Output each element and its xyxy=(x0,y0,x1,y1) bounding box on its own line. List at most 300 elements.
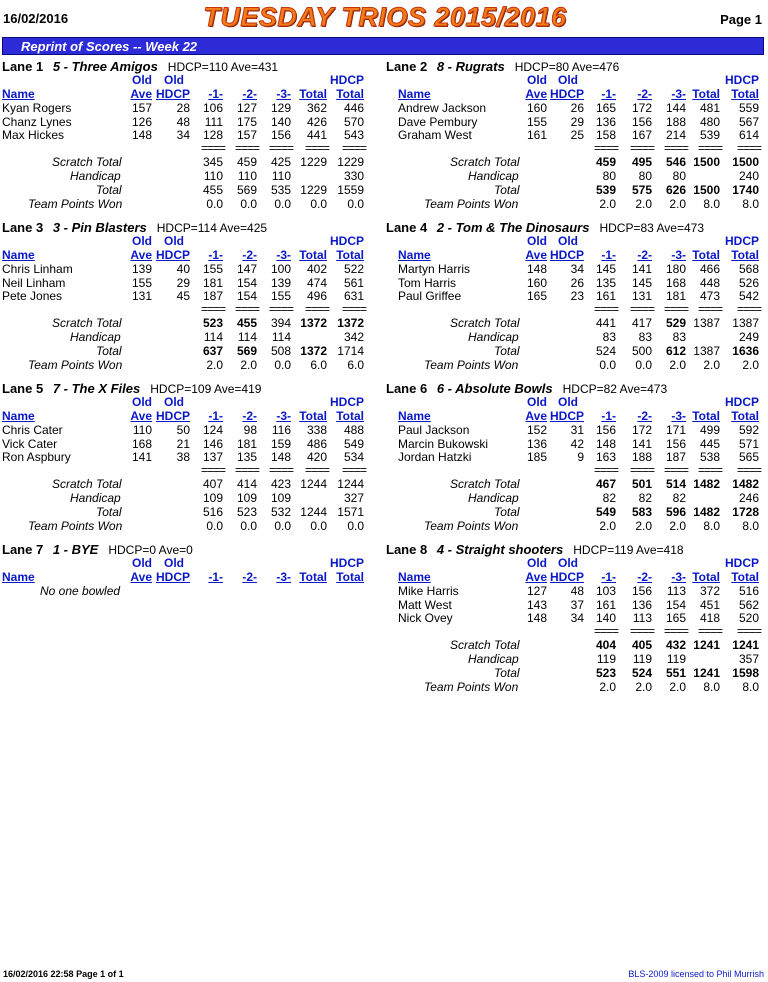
points-g1: 2.0 xyxy=(599,519,616,533)
player-handicap: 29 xyxy=(570,114,584,129)
col-header-hdcp: HDCP xyxy=(724,556,759,570)
player-total: 441 xyxy=(306,128,327,142)
player-hdcp-total: 570 xyxy=(343,114,364,129)
col-header-game1: -1- xyxy=(208,87,223,101)
handicap-g1: 80 xyxy=(602,169,616,183)
lane-title xyxy=(386,381,667,396)
handicap-g3: 80 xyxy=(672,169,686,183)
col-header-ave: Ave xyxy=(525,570,547,584)
player-hdcp-total: 631 xyxy=(343,289,364,303)
grand-total: 1372 xyxy=(300,344,327,358)
grand-g2: 569 xyxy=(236,344,257,358)
player-average: 136 xyxy=(526,436,547,451)
player-game1: 158 xyxy=(595,128,616,142)
player-total: 499 xyxy=(699,423,720,437)
player-total: 426 xyxy=(306,114,327,129)
scratch-g2: 495 xyxy=(631,155,652,169)
player-hdcp-total: 446 xyxy=(343,101,364,115)
lane-block xyxy=(2,381,382,541)
scratch-g3: 529 xyxy=(665,316,686,330)
player-handicap: 26 xyxy=(570,101,584,115)
handicap-ht: 246 xyxy=(738,491,759,505)
lane-number: Lane 4 xyxy=(386,220,428,235)
col-header-game2: -2- xyxy=(637,409,652,423)
player-average: 126 xyxy=(131,114,152,129)
col-header-game1: -1- xyxy=(208,409,223,423)
handicap-g3: 109 xyxy=(270,491,291,505)
separator: ==== xyxy=(736,624,761,638)
player-game1: 181 xyxy=(202,275,223,290)
player-game2: 156 xyxy=(631,114,652,129)
page-number: Page 1 xyxy=(720,12,762,27)
player-average: 141 xyxy=(131,450,152,464)
scratch-ht: 1372 xyxy=(337,316,364,330)
summary-label: Team Points Won xyxy=(424,358,519,372)
player-average: 160 xyxy=(526,101,547,115)
player-game3: 116 xyxy=(271,423,291,437)
lane-block xyxy=(2,220,382,380)
scratch-g1: 345 xyxy=(202,155,223,169)
player-total: 480 xyxy=(699,114,720,129)
points-g2: 0.0 xyxy=(635,358,652,372)
scratch-g1: 459 xyxy=(595,155,616,169)
summary-label: Team Points Won xyxy=(424,519,519,533)
col-header-hdcp: HDCP xyxy=(155,87,190,101)
col-header-game3: -3- xyxy=(671,87,686,101)
summary-label: Total xyxy=(494,183,520,197)
summary-label: Team Points Won xyxy=(28,197,123,211)
team-name: 3 - Pin Blasters xyxy=(52,220,147,235)
lane-title xyxy=(2,542,193,557)
scratch-total: 1229 xyxy=(300,155,327,169)
points-ht: 0.0 xyxy=(347,197,364,211)
player-game2: 145 xyxy=(631,275,652,290)
scratch-g2: 414 xyxy=(236,477,257,491)
player-handicap: 34 xyxy=(176,128,190,142)
col-header-hdcp: HDCP xyxy=(155,570,190,584)
summary-label: Scratch Total xyxy=(450,316,520,330)
grand-g2: 524 xyxy=(631,666,652,680)
col-header-game3: -3- xyxy=(276,248,291,262)
player-name: Andrew Jackson xyxy=(398,101,487,115)
scratch-total: 1500 xyxy=(693,155,720,169)
handicap-g1: 119 xyxy=(596,652,616,666)
handicap-g2: 114 xyxy=(237,330,257,344)
player-total: 402 xyxy=(306,262,327,276)
player-hdcp-total: 520 xyxy=(738,611,759,625)
handicap-g2: 119 xyxy=(632,652,652,666)
lane-title xyxy=(386,542,684,557)
team-stats: HDCP=80 Ave=476 xyxy=(514,60,620,74)
handicap-g1: 114 xyxy=(203,330,223,344)
team-stats: HDCP=119 Ave=418 xyxy=(573,543,684,557)
summary-label: Handicap xyxy=(468,491,519,505)
handicap-ht: 357 xyxy=(738,652,759,666)
handicap-ht: 342 xyxy=(343,330,364,344)
col-header-total: Total xyxy=(692,248,720,262)
points-total: 8.0 xyxy=(703,197,720,211)
scratch-ht: 1482 xyxy=(732,477,759,491)
scratch-g3: 514 xyxy=(665,477,686,491)
points-g1: 2.0 xyxy=(206,358,223,372)
separator: ==== xyxy=(736,141,761,155)
col-header-game1: -1- xyxy=(601,570,616,584)
player-handicap: 23 xyxy=(570,289,584,303)
player-handicap: 21 xyxy=(176,436,190,451)
player-name: Martyn Harris xyxy=(398,262,471,276)
points-g1: 2.0 xyxy=(599,197,616,211)
player-total: 473 xyxy=(699,289,720,303)
separator: ==== xyxy=(200,463,225,477)
scratch-g3: 425 xyxy=(270,155,291,169)
player-average: 155 xyxy=(526,114,547,129)
separator: ==== xyxy=(697,141,722,155)
player-average: 157 xyxy=(131,101,152,115)
col-header-hdcp: HDCP xyxy=(549,409,584,423)
separator: ==== xyxy=(593,463,618,477)
lane-title xyxy=(2,59,278,74)
player-game3: 168 xyxy=(665,275,686,290)
scratch-ht: 1387 xyxy=(732,316,759,330)
player-handicap: 29 xyxy=(176,275,190,290)
col-header-old: Old xyxy=(164,556,184,570)
player-game1: 161 xyxy=(595,597,616,612)
player-total: 448 xyxy=(699,275,720,290)
col-header-old: Old xyxy=(527,395,547,409)
points-g3: 0.0 xyxy=(274,197,291,211)
points-g3: 2.0 xyxy=(669,519,686,533)
player-handicap: 48 xyxy=(176,114,190,129)
player-average: 185 xyxy=(526,450,547,464)
player-game3: 155 xyxy=(270,289,291,303)
scratch-g3: 394 xyxy=(270,316,291,330)
week-banner xyxy=(2,37,764,55)
grand-g3: 626 xyxy=(665,183,686,197)
lane-title xyxy=(2,220,267,235)
col-header-game1: -1- xyxy=(601,409,616,423)
player-total: 538 xyxy=(699,450,720,464)
lane-number: Lane 2 xyxy=(386,59,428,74)
lane-block xyxy=(386,381,766,541)
player-game2: 157 xyxy=(236,128,257,142)
points-g3: 2.0 xyxy=(669,358,686,372)
points-ht: 0.0 xyxy=(347,519,364,533)
scratch-g1: 467 xyxy=(595,477,616,491)
player-game3: 100 xyxy=(270,262,291,276)
player-total: 486 xyxy=(306,436,327,451)
grand-g1: 524 xyxy=(595,344,616,358)
player-average: 131 xyxy=(131,289,152,303)
scratch-ht: 1500 xyxy=(732,155,759,169)
separator: ==== xyxy=(697,624,722,638)
player-game1: 148 xyxy=(595,436,616,451)
grand-g1: 637 xyxy=(202,344,223,358)
summary-label: Scratch Total xyxy=(52,155,122,169)
col-header-ave: Ave xyxy=(525,409,547,423)
player-game2: 136 xyxy=(631,597,652,612)
handicap-g2: 110 xyxy=(237,169,257,183)
player-name: Marcin Bukowski xyxy=(398,436,489,451)
player-handicap: 50 xyxy=(176,423,190,437)
col-header-hdcp: HDCP xyxy=(329,73,364,87)
col-header-old: Old xyxy=(132,234,152,248)
player-game1: 156 xyxy=(595,423,616,437)
col-header-old: Old xyxy=(527,73,547,87)
lane-block xyxy=(386,542,766,702)
points-total: 0.0 xyxy=(310,197,327,211)
player-game3: 214 xyxy=(665,128,686,142)
player-handicap: 42 xyxy=(570,436,584,451)
player-average: 160 xyxy=(526,275,547,290)
player-name: Jordan Hatzki xyxy=(398,450,472,464)
grand-g2: 523 xyxy=(236,505,257,519)
team-name: 7 - The X Files xyxy=(52,381,141,396)
scratch-g1: 523 xyxy=(202,316,223,330)
player-average: 143 xyxy=(526,597,547,612)
player-game2: 141 xyxy=(631,436,652,451)
player-total: 372 xyxy=(699,584,720,598)
summary-label: Team Points Won xyxy=(424,197,519,211)
separator: ==== xyxy=(593,141,618,155)
player-name: Nick Ovey xyxy=(398,611,453,625)
grand-g2: 575 xyxy=(631,183,652,197)
points-total: 6.0 xyxy=(310,358,327,372)
scratch-g2: 501 xyxy=(631,477,652,491)
player-average: 139 xyxy=(131,262,152,276)
player-handicap: 31 xyxy=(570,423,584,437)
col-header-old: Old xyxy=(132,73,152,87)
lane-block xyxy=(2,59,382,219)
player-game3: 113 xyxy=(666,584,686,598)
grand-total: 1500 xyxy=(693,183,720,197)
player-handicap: 38 xyxy=(176,450,190,464)
player-game2: 154 xyxy=(236,275,257,290)
separator: ==== xyxy=(629,463,654,477)
separator: ==== xyxy=(593,302,618,316)
scratch-total: 1387 xyxy=(693,316,720,330)
col-header-ave: Ave xyxy=(130,248,152,262)
grand-g3: 508 xyxy=(270,344,291,358)
scratch-total: 1372 xyxy=(300,316,327,330)
scratch-g1: 407 xyxy=(202,477,223,491)
player-average: 127 xyxy=(526,584,547,598)
player-total: 496 xyxy=(306,289,327,303)
col-header-hdcp-total: Total xyxy=(731,248,759,262)
player-game1: 135 xyxy=(595,275,616,290)
player-hdcp-total: 542 xyxy=(738,289,759,303)
player-handicap: 48 xyxy=(570,584,584,598)
points-g3: 0.0 xyxy=(274,519,291,533)
player-game1: 124 xyxy=(202,423,223,437)
lane-title xyxy=(386,59,619,74)
separator: ==== xyxy=(663,463,688,477)
player-hdcp-total: 488 xyxy=(343,423,364,437)
col-header-hdcp: HDCP xyxy=(329,234,364,248)
handicap-g3: 110 xyxy=(271,169,291,183)
grand-g1: 523 xyxy=(595,666,616,680)
team-stats: HDCP=0 Ave=0 xyxy=(108,543,193,557)
footer-license: BLS-2009 licensed to Phil Murrish xyxy=(628,969,764,979)
separator: ==== xyxy=(663,141,688,155)
grand-ht: 1636 xyxy=(732,344,759,358)
points-g1: 0.0 xyxy=(599,358,616,372)
separator: ==== xyxy=(234,141,259,155)
footer-print-info: 16/02/2016 22:58 Page 1 of 1 xyxy=(3,969,124,979)
player-game2: 131 xyxy=(631,289,652,303)
col-header-game2: -2- xyxy=(242,248,257,262)
points-g1: 2.0 xyxy=(599,680,616,694)
player-game2: 172 xyxy=(631,101,652,115)
player-game2: 141 xyxy=(631,262,652,276)
col-header-game3: -3- xyxy=(671,248,686,262)
scratch-ht: 1241 xyxy=(732,638,759,652)
points-ht: 8.0 xyxy=(742,519,759,533)
col-header-game3: -3- xyxy=(671,409,686,423)
player-average: 168 xyxy=(131,436,152,451)
col-header-total: Total xyxy=(299,409,327,423)
summary-label: Handicap xyxy=(70,491,121,505)
grand-total: 1482 xyxy=(693,505,720,519)
player-name: Neil Linham xyxy=(2,275,66,290)
col-header-hdcp: HDCP xyxy=(549,87,584,101)
team-name: 5 - Three Amigos xyxy=(52,59,158,74)
player-game1: 136 xyxy=(595,114,616,129)
handicap-g3: 119 xyxy=(666,652,686,666)
separator: ==== xyxy=(341,302,366,316)
player-total: 539 xyxy=(699,128,720,142)
grand-g2: 569 xyxy=(236,183,257,197)
scratch-total: 1244 xyxy=(300,477,327,491)
player-game2: 154 xyxy=(236,289,257,303)
team-stats: HDCP=82 Ave=473 xyxy=(562,382,668,396)
player-game3: 154 xyxy=(665,597,686,612)
col-header-old: Old xyxy=(558,556,578,570)
player-game2: 172 xyxy=(631,423,652,437)
player-name: Pete Jones xyxy=(2,289,63,303)
col-header-game1: -1- xyxy=(601,87,616,101)
col-header-old: Old xyxy=(164,234,184,248)
separator: ==== xyxy=(234,302,259,316)
grand-g1: 539 xyxy=(595,183,616,197)
player-game3: 129 xyxy=(270,101,291,115)
separator: ==== xyxy=(697,302,722,316)
handicap-g3: 82 xyxy=(672,491,686,505)
col-header-game3: -3- xyxy=(671,570,686,584)
player-hdcp-total: 571 xyxy=(738,436,759,451)
player-game3: 148 xyxy=(270,450,291,464)
grand-total: 1229 xyxy=(300,183,327,197)
col-header-name: Name xyxy=(398,87,431,101)
points-g1: 0.0 xyxy=(206,519,223,533)
grand-ht: 1598 xyxy=(732,666,759,680)
separator: ==== xyxy=(234,463,259,477)
separator: ==== xyxy=(268,302,293,316)
player-game3: 156 xyxy=(270,128,291,142)
player-name: Kyan Rogers xyxy=(2,101,72,115)
col-header-ave: Ave xyxy=(525,248,547,262)
col-header-hdcp: HDCP xyxy=(724,73,759,87)
team-name: 6 - Absolute Bowls xyxy=(436,381,553,396)
summary-label: Handicap xyxy=(70,169,121,183)
player-name: Chris Cater xyxy=(2,423,63,437)
player-game2: 156 xyxy=(631,584,652,598)
player-game2: 167 xyxy=(631,128,652,142)
player-total: 445 xyxy=(699,436,720,451)
banner-text: Reprint of Scores -- Week 22 xyxy=(21,39,198,54)
player-handicap: 34 xyxy=(570,262,584,276)
col-header-hdcp: HDCP xyxy=(724,234,759,248)
col-header-ave: Ave xyxy=(130,87,152,101)
player-hdcp-total: 516 xyxy=(738,584,759,598)
summary-label: Team Points Won xyxy=(28,358,123,372)
lane-number: Lane 1 xyxy=(2,59,44,74)
team-name: 1 - BYE xyxy=(52,542,99,557)
player-average: 148 xyxy=(526,262,547,276)
summary-label: Total xyxy=(96,505,122,519)
col-header-old: Old xyxy=(132,395,152,409)
separator: ==== xyxy=(736,463,761,477)
summary-label: Scratch Total xyxy=(450,477,520,491)
col-header-game2: -2- xyxy=(637,570,652,584)
col-header-name: Name xyxy=(2,409,35,423)
points-g3: 0.0 xyxy=(274,358,291,372)
player-name: Tom Harris xyxy=(398,275,457,290)
lane-block xyxy=(386,220,766,380)
summary-label: Handicap xyxy=(468,652,519,666)
player-game1: 165 xyxy=(595,101,616,115)
points-g2: 2.0 xyxy=(635,519,652,533)
team-stats: HDCP=109 Ave=419 xyxy=(150,382,262,396)
scratch-g2: 405 xyxy=(631,638,652,652)
separator: ==== xyxy=(629,141,654,155)
player-name: Paul Griffee xyxy=(398,289,462,303)
col-header-hdcp-total: Total xyxy=(731,409,759,423)
player-hdcp-total: 561 xyxy=(343,275,364,290)
handicap-g1: 109 xyxy=(202,491,223,505)
col-header-old: Old xyxy=(132,556,152,570)
handicap-g2: 109 xyxy=(236,491,257,505)
player-game1: 111 xyxy=(204,114,223,129)
player-game1: 128 xyxy=(202,128,223,142)
player-game3: 140 xyxy=(270,114,291,129)
player-game1: 145 xyxy=(595,262,616,276)
grand-total: 1387 xyxy=(693,344,720,358)
points-g2: 0.0 xyxy=(240,197,257,211)
col-header-hdcp: HDCP xyxy=(155,409,190,423)
player-total: 451 xyxy=(699,597,720,612)
separator: ==== xyxy=(593,624,618,638)
player-game2: 98 xyxy=(243,423,257,437)
summary-label: Total xyxy=(96,183,122,197)
col-header-hdcp-total: Total xyxy=(336,87,364,101)
lane-block xyxy=(2,542,382,702)
player-game2: 113 xyxy=(632,611,652,625)
points-ht: 8.0 xyxy=(742,680,759,694)
lane-number: Lane 3 xyxy=(2,220,44,235)
points-g3: 2.0 xyxy=(669,680,686,694)
col-header-old: Old xyxy=(558,395,578,409)
grand-ht: 1728 xyxy=(732,505,759,519)
grand-g2: 583 xyxy=(631,505,652,519)
player-name: Graham West xyxy=(398,128,472,142)
points-g1: 0.0 xyxy=(206,197,223,211)
col-header-name: Name xyxy=(2,570,35,584)
player-hdcp-total: 614 xyxy=(738,128,759,142)
player-handicap: 34 xyxy=(570,611,584,625)
player-average: 110 xyxy=(132,423,152,437)
player-game3: 187 xyxy=(665,450,686,464)
player-total: 420 xyxy=(306,450,327,464)
